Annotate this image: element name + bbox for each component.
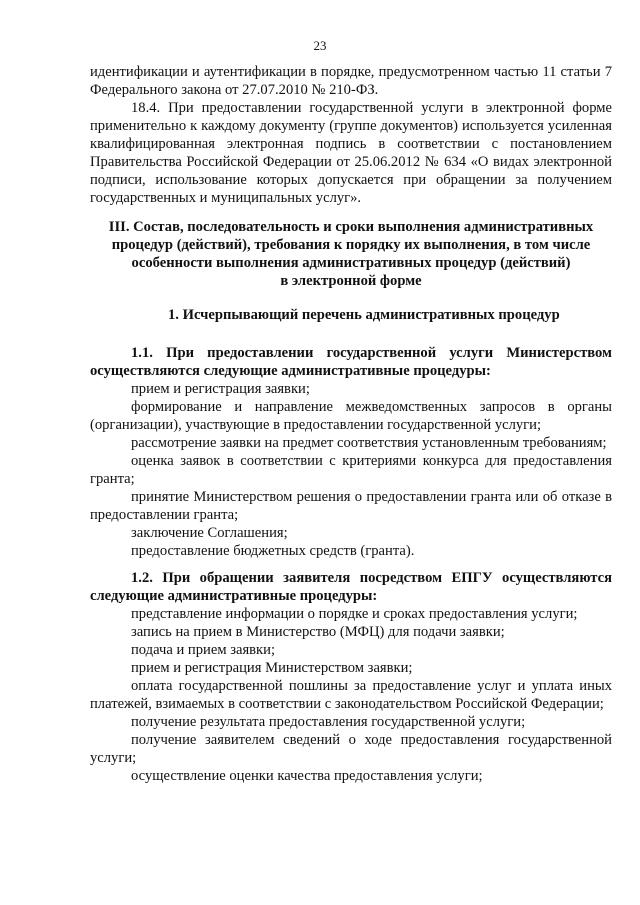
subheading: 1. Исчерпывающий перечень административных процедур [168,307,560,323]
section-heading-line-1: III. Состав, последовательность и сроки выполнения административных [108,219,594,235]
list-item: прием и регистрация Министерством заявки; [131,660,413,676]
clause-1-2 [90,569,612,785]
list-item: оплата государственной пошлины за предоставление услуг и уплата иных платежей, взимаемых в соответствии с законодательством Российской Федерации; [90,678,612,712]
list-item: заключение Соглашения; [131,525,288,541]
section-heading-line-4: в электронной форме [280,273,422,289]
list-item: запись на прием в Министерство (МФЦ) для подачи заявки; [131,624,505,640]
list-item: осуществление оценки качества предоставления услуги; [131,768,483,784]
clause-1-2-title: 1.2. При обращении заявителя посредством ЕПГУ осуществляются следующие административные процедуры: [90,570,612,604]
clause-1-1-title: 1.1. При предоставлении государственной услуги Министерством осуществляются следующие административные процедуры: [90,345,612,379]
subheading-block [90,306,612,324]
intro-block [90,63,612,207]
clause-1-1 [90,344,612,560]
page-number: 23 [313,38,327,53]
list-item: получение заявителем сведений о ходе предоставления государственной услуги; [90,732,612,766]
intro-paragraph-1: идентификации и аутентификации в порядке, предусмотренном частью 11 статьи 7 Федерального закона от 27.07.2010 № 210-ФЗ. [90,64,612,98]
section-heading [90,218,612,290]
intro-paragraph-2: 18.4. При предоставлении государственной услуги в электронной форме применительно к каждому документу (группе документов) используется усиленная квалифицированная электронная подпись в соответствии с постановлением Правительства Российской Федерации от 25.06.2012 № 634 «О видах электронной подписи, использование которых допускается при обращении за получением государственных и муниципальных услуг». [90,100,612,206]
section-heading-line-3: особенности выполнения административных процедур (действий) [131,255,571,271]
list-item: предоставление бюджетных средств (гранта). [131,543,415,559]
list-item: формирование и направление межведомственных запросов в органы (организации), участвующие в предоставлении государственной услуги; [90,399,612,433]
list-item: представление информации о порядке и сроках предоставления услуги; [131,606,578,622]
list-item: оценка заявок в соответствии с критериями конкурса для предоставления гранта; [90,453,612,487]
list-item: прием и регистрация заявки; [131,381,310,397]
list-item: подача и прием заявки; [131,642,276,658]
list-item: принятие Министерством решения о предоставлении гранта или об отказе в предоставлении гранта; [90,489,612,523]
list-item: рассмотрение заявки на предмет соответствия установленным требованиям; [131,435,607,451]
section-heading-line-2: процедур (действий), требования к порядку их выполнения, в том числе [111,237,591,253]
list-item: получение результата предоставления государственной услуги; [131,714,526,730]
